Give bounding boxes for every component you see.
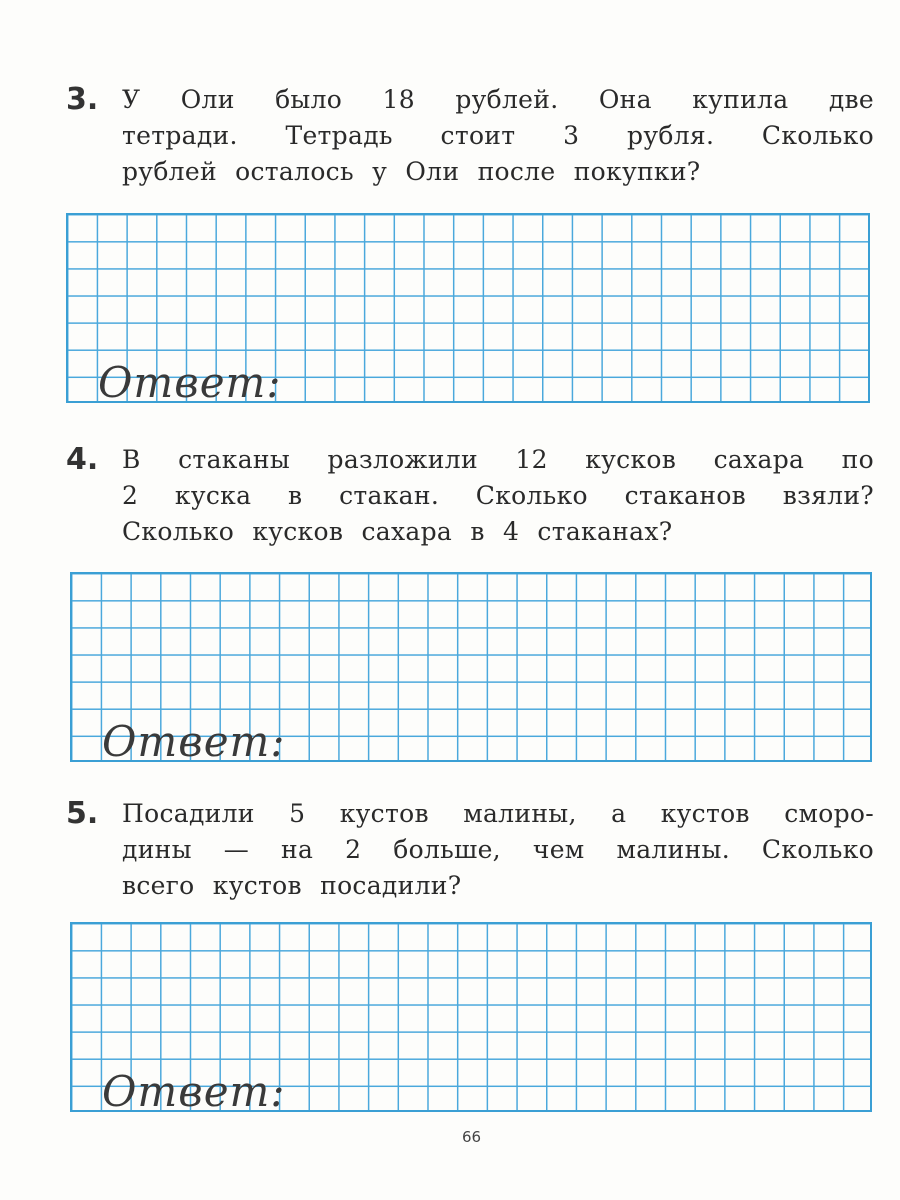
task-5 [66, 796, 874, 904]
task-line: всего кустов посадили? [122, 871, 462, 900]
task-line: 2 куска в стакан. Сколько стаканов взяли? [122, 481, 874, 510]
task-text [122, 442, 874, 550]
task-number: 4. [66, 442, 99, 477]
task-line: У Оли было 18 рублей. Она купила две [122, 85, 874, 114]
task-3 [66, 82, 874, 190]
page-number: 66 [462, 1128, 482, 1146]
task-number: 3. [66, 82, 99, 117]
answer-grid-5[interactable] [70, 922, 872, 1116]
answer-label: Ответ: [102, 717, 286, 766]
task-line: В стаканы разложили 12 кусков сахара по [122, 445, 874, 474]
answer-label: Ответ: [102, 1067, 286, 1116]
task-text [122, 796, 874, 904]
task-line: тетради. Тетрадь стоит 3 рубля. Сколько [122, 121, 874, 150]
answer-label: Ответ: [98, 358, 282, 407]
task-line: Сколько кусков сахара в 4 стаканах? [122, 517, 673, 546]
task-line: рублей осталось у Оли после покупки? [122, 157, 701, 186]
task-line: Посадили 5 кустов малины, а кустов сморо- [122, 799, 874, 828]
task-line: дины — на 2 больше, чем малины. Сколько [122, 835, 874, 864]
task-text [122, 82, 874, 190]
answer-grid-3[interactable] [66, 213, 870, 407]
task-4 [66, 442, 874, 550]
answer-grid-4[interactable] [70, 572, 872, 766]
task-number: 5. [66, 796, 99, 831]
